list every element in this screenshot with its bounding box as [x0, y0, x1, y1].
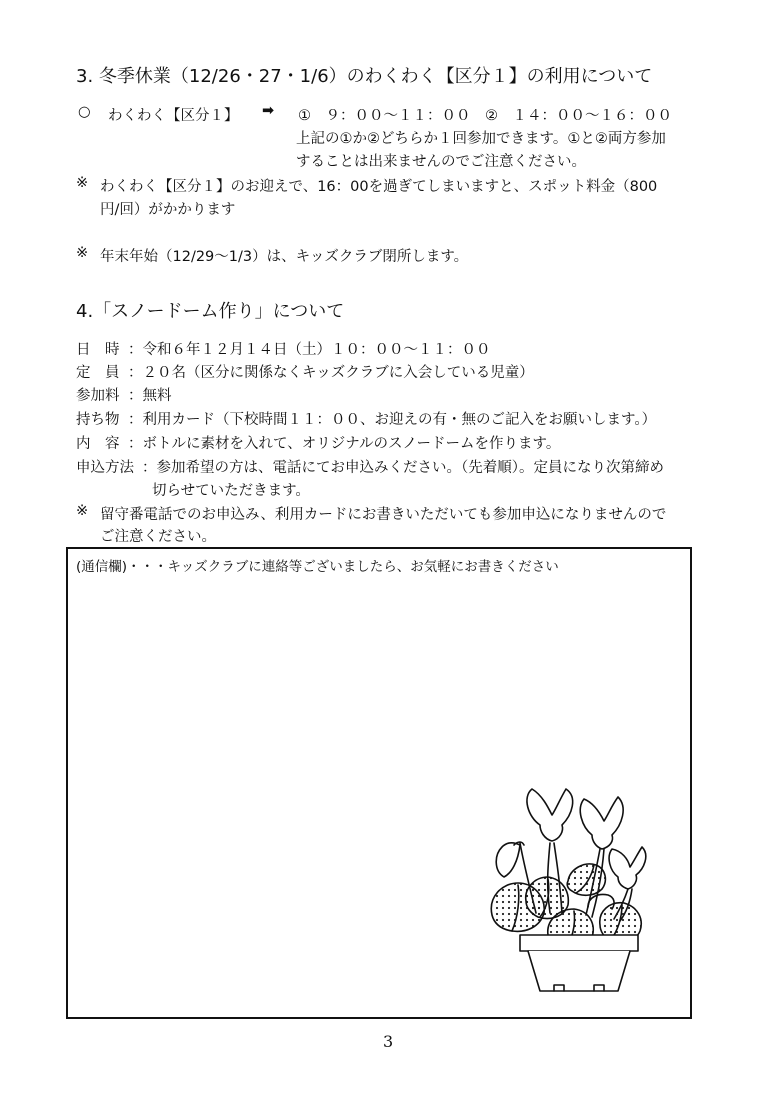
apply-label: 申込方法	[76, 460, 134, 476]
note-mark: ※	[76, 503, 89, 519]
date-label: 日 時	[76, 342, 120, 358]
items-value: ：利用カード（下校時間１１：００、お迎えの有・無のご記入をお願いします。）	[128, 412, 657, 428]
note-mark: ※	[76, 245, 89, 261]
memo-box[interactable]	[66, 547, 692, 1019]
wakuwaku-label: わくわく【区分１】	[108, 108, 239, 124]
voicemail-note-line1: 留守番電話でのお申込み、利用カードにお書きいただいても参加申込になりませんので	[100, 507, 667, 523]
fee-value: ：無料	[128, 388, 172, 404]
voicemail-note-line2: ご注意ください。	[100, 529, 216, 545]
schedule-note-line2: することは出来ませんのでご注意ください。	[296, 154, 586, 170]
section4-heading: 4.「スノードーム作り」について	[76, 301, 345, 322]
content-label: 内 容	[76, 436, 120, 452]
items-label: 持ち物	[76, 412, 120, 428]
new-year-closure-note: 年末年始（12/29〜1/3）は、キッズクラブ閉所します。	[100, 249, 469, 265]
capacity-value: ：２０名（区分に関係なくキッズクラブに入会している児童）	[128, 365, 534, 381]
pickup-note-line1: わくわく【区分１】のお迎えで、16：00を過ぎてしまいますと、スポット料金（800	[100, 179, 658, 195]
schedule-note-line1: 上記の①か②どちらか１回参加できます。①と②両方参加	[296, 131, 666, 147]
pickup-note-line2: 円/回）がかかります	[100, 202, 236, 218]
page-number: 3	[383, 1032, 394, 1051]
apply-value-line1: ：参加希望の方は、電話にてお申込みください。（先着順）。定員になり次第締め	[142, 460, 664, 476]
content-value: ：ボトルに素材を入れて、オリジナルのスノードームを作ります。	[128, 436, 561, 452]
note-mark: ※	[76, 175, 89, 191]
date-value: ：令和６年１２月１４日（土）１０：００〜１１：００	[128, 342, 491, 358]
memo-label: (通信欄)・・・キッズクラブに連絡等ございましたら、お気軽にお書きください	[76, 559, 559, 575]
capacity-label: 定 員	[76, 365, 120, 381]
fee-label: 参加料	[76, 388, 120, 404]
section3-heading: 3. 冬季休業（12/26・27・1/6）のわくわく【区分１】の利用について	[76, 66, 653, 87]
bullet-circle-icon: ○	[78, 104, 91, 120]
arrow-right-icon: ➡	[262, 103, 275, 119]
schedule-times: ① ９：００〜１１：００ ② １４：００〜１６：００	[298, 108, 672, 124]
apply-value-line2: 切らせていただきます。	[152, 483, 310, 499]
cyclamen-pot-illustration	[488, 785, 663, 995]
